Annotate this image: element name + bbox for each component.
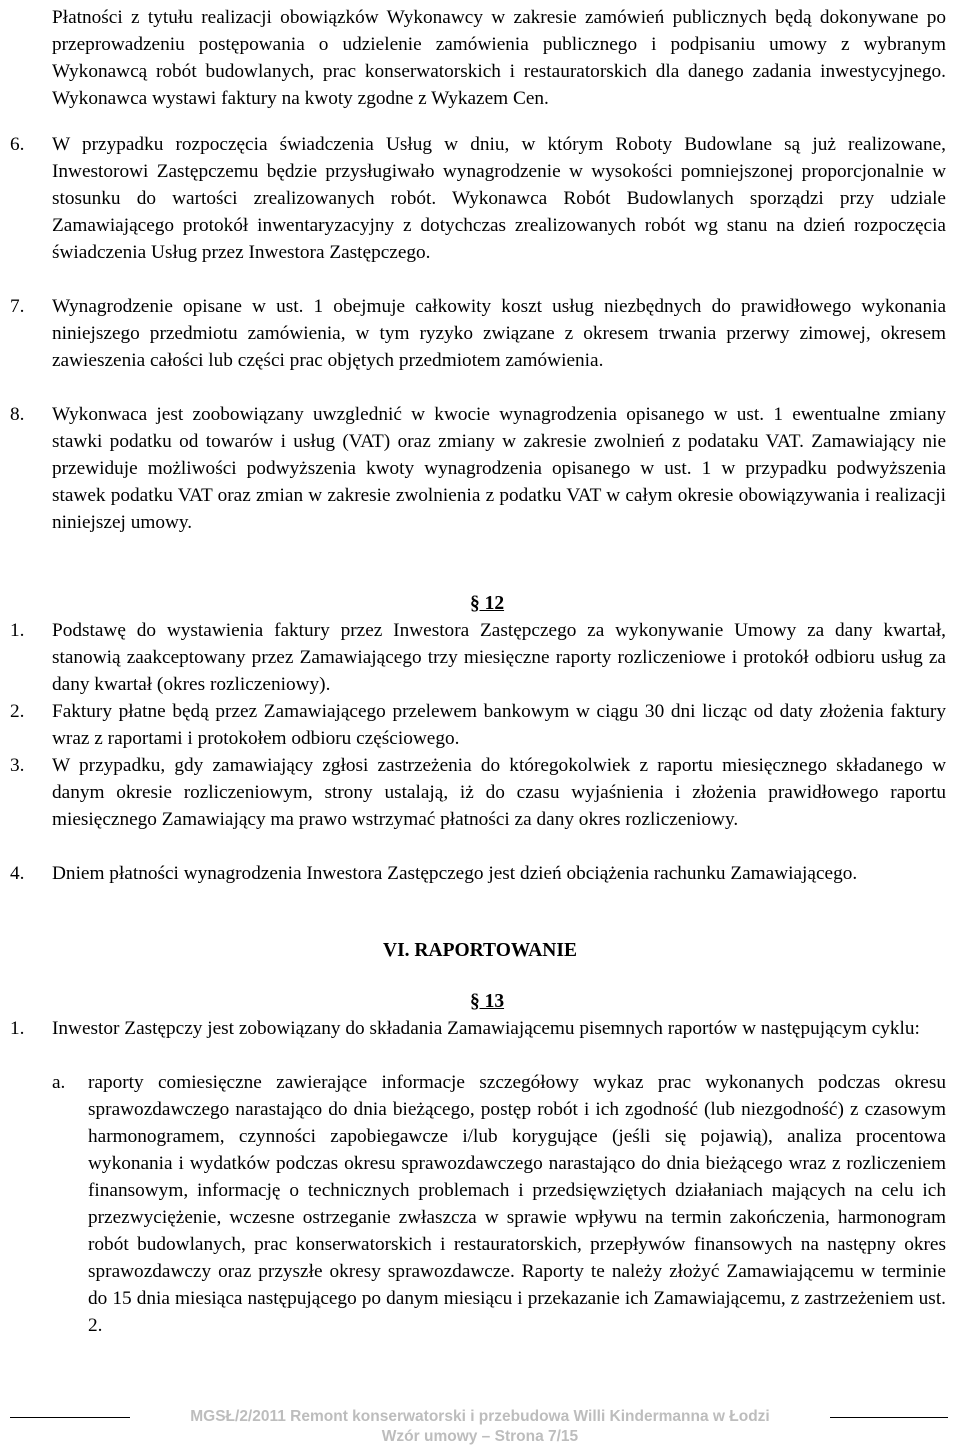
list-item [10,1015,946,1042]
item-number: 6. [10,134,25,155]
item-text: Wynagrodzenie opisane w ust. 1 obejmuje całkowity koszt usług niezbędnych do prawidłowego wykonania niniejszego przedmiotu zamówienia, w tym ryzyko związane z okresem trwania przerwy zimowej, okresem zawieszenia całości lub części prac objętych przedmiotem zamówienia. [52,296,946,371]
continuation-paragraph: Płatności z tytułu realizacji obowiązków Wykonawcy w zakresie zamówień publicznych będą dokonywane po przeprowadzeniu postępowania o udzielenie zamówienia publicznego i podpisaniu umowy z wybranym Wykonawcą robót budowlanych, prac konserwatorskich i restauratorskich dla danego zadania inwestycyjnego. Wykonawca wystawi faktury na kwoty zgodne z Wykazem Cen. [52,7,946,109]
list-item [10,752,946,833]
item-number: 8. [10,404,25,425]
item-text: Faktury płatne będą przez Zamawiającego przelewem bankowym w ciągu 30 dni licząc od daty złożenia faktury wraz z raportami i protokołem odbioru częściowego. [52,701,946,749]
sub-item-text: raporty comiesięczne zawierające informacje szczegółowy wykaz prac wykonanych podczas okresu sprawozdawczego narastająco do dnia bieżącego, postęp robót i ich zgodność (lub niezgodność) z czasowym harmonogramem, czynności zapobiegawcze i/lub korygujące (jeśli się pojawią), analiza procentowa wykonania i wydatków podczas okresu sprawozdawczego narastająco do dnia bieżącego wraz z rozliczeniem finansowym, informację o technicznych problemach i przedsięwziętych działaniach mających na celu ich przezwyciężenie, wczesne ostrzeganie zwłaszcza w sprawie wpływu na termin zakończenia, harmonogram robót budowlanych, prac konserwatorskich i restauratorskich, przepływów finansowych na następny okres sprawozdawczy oraz przyszłe okresy sprawozdawcze. Raporty te należy złożyć Zamawiającemu w terminie do 15 dnia miesiąca następującego po danym miesiącu i przekazanie ich Zamawiającemu, z zastrzeżeniem ust. 2. [88,1072,946,1336]
item-text: Podstawę do wystawienia faktury przez Inwestora Zastępczego za wykonywanie Umowy za dany kwartał, stanowią zaakceptowany przez Zamawiającego trzy miesięczne raporty rozliczeniowe i protokół odbioru usług za dany kwartał (okres rozliczeniowy). [52,620,946,695]
section-12-heading: § 12 [469,593,505,614]
item-number: 3. [10,755,25,776]
list-item [10,293,946,374]
sub-item-letter: a. [52,1072,66,1093]
item-number: 4. [10,863,25,884]
list-item [10,617,946,698]
chapter-title: VI. RAPORTOWANIE [383,940,577,961]
item-text: Dniem płatności wynagrodzenia Inwestora Zastępczego jest dzień obciążenia rachunku Zamawiającego. [52,863,858,884]
item-text: Inwestor Zastępczy jest zobowiązany do składania Zamawiającemu pisemnych raportów w następującym cyklu: [52,1018,920,1039]
footer-title: MGSŁ/2/2011 Remont konserwatorski i przebudowa Willi Kindermanna w Łodzi [190,1408,770,1425]
list-item [10,131,946,266]
list-item [10,401,946,536]
list-item [10,860,946,887]
item-text: W przypadku rozpoczęcia świadczenia Usług w dniu, w którym Roboty Budowlane są już realizowane, Inwestorowi Zastępczemu będzie przysługiwało wynagrodzenie w wysokości pomniejszonej proporcjonalnie w stosunku do wartości zrealizowanych robót. Wykonawca Robót Budowlanych sporządzi przy udziale Zamawiającego protokół inwentaryzacyjny z dotychczas zrealizowanych robót wg stanu na dzień rozpoczęcia świadczenia Usług przez Inwestora Zastępczego. [52,134,946,263]
item-text: Wykonwaca jest zoobowiązany uwzglednić w kwocie wynagrodzenia opisanego w ust. 1 ewentualne zmiany stawki podatku od towarów i usług (VAT) oraz zmiany w zakresie zwolnień z podataku VAT. Zamawiający nie przewiduje możliwości podwyższenia kwoty wynagrodzenia opisanego w ust. 1 w przypadku podwyższenia stawek podatku VAT oraz zmian w zakresie zwolnienia z podatku VAT w całym okresie obowiązywania i realizacji niniejszej umowy. [52,404,946,533]
section-13-heading: § 13 [469,991,505,1012]
item-number: 1. [10,620,25,641]
footer-page-info: Wzór umowy – Strona 7/15 [381,1428,579,1445]
item-number: 7. [10,296,25,317]
item-number: 2. [10,701,25,722]
list-item [10,698,946,752]
sub-list-item [52,1069,946,1339]
item-number: 1. [10,1018,25,1039]
item-text: W przypadku, gdy zamawiający zgłosi zastrzeżenia do któregokolwiek z raportu miesięcznego składanego w danym okresie rozliczeniowym, strony ustalają, iż do czasu wyjaśnienia i złożenia prawidłowego raportu miesięcznego Zamawiający ma prawo wstrzymać płatności za dany okres rozliczeniowy. [52,755,946,830]
